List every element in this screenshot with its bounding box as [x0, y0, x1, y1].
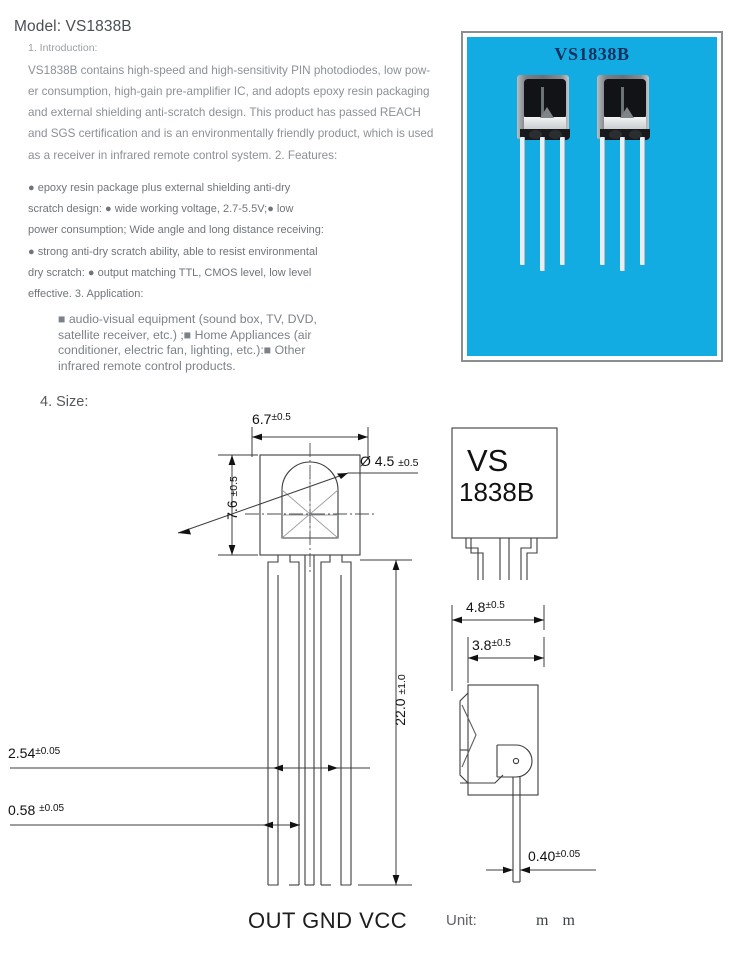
rear-marking-line2: 1838B — [459, 477, 535, 507]
feature-line: effective. 3. Application: — [28, 288, 144, 301]
introduction-label: 1. Introduction: — [28, 42, 98, 54]
product-photo — [467, 37, 717, 356]
side-view — [460, 685, 538, 882]
pin-labels: OUT GND VCC — [248, 908, 408, 933]
device-lead — [520, 137, 525, 265]
dim-label-lead-thickness: $0.40^{\pm 0.05}$ — [528, 848, 581, 864]
ir-receiver-photo-left — [515, 75, 571, 149]
front-view-leads — [268, 555, 351, 885]
application-line: satellite receiver, etc.) ;■ Home Appliances (air — [58, 327, 312, 342]
device-lead — [560, 137, 565, 265]
dim-label-pitch: $2.54^{\pm 0.05}$ — [8, 745, 61, 761]
dim-lead-thickness-0p40 — [486, 867, 596, 874]
application-line: conditioner, electric fan, lighting, etc.):■ Other — [58, 343, 306, 358]
product-photo-frame — [461, 31, 723, 362]
mechanical-drawing — [0, 411, 750, 962]
rear-marking-line1: VS — [467, 443, 509, 478]
device-body — [597, 75, 649, 139]
unit-value: mm — [536, 912, 589, 929]
feature-line: power consumption; Wide angle and long distance receiving: — [28, 224, 324, 237]
dim-pitch-2p54 — [10, 765, 370, 772]
dim-label-lead-width: 0.58 $^{\pm 0.05}$ — [8, 802, 65, 818]
device-lead — [620, 137, 625, 271]
device-body — [517, 75, 569, 139]
device-lead — [600, 137, 605, 265]
unit-label: Unit: — [446, 912, 477, 929]
product-description-section — [0, 0, 750, 375]
intro-line: VS1838B contains high-speed and high-sensitivity PIN photodiodes, low pow- — [28, 63, 431, 77]
feature-line: ● strong anti-dry scratch ability, able to resist environmental — [28, 245, 318, 258]
dim-leadwidth-0p58 — [10, 822, 300, 829]
intro-line: and external shielding anti-scratch design. This product has passed REACH — [28, 106, 421, 120]
dim-label-inner-depth: $3.8^{\pm 0.5}$ — [472, 637, 511, 653]
size-section-title: 4. Size: — [40, 394, 89, 410]
application-list — [58, 312, 358, 374]
dim-label-height: 7.6 ±0.5 — [224, 476, 240, 520]
intro-line: er consumption, high-gain pre-amplifier IC, and adopts epoxy resin packaging — [28, 84, 430, 98]
drawing-canvas — [0, 415, 750, 962]
description-text-column — [14, 42, 458, 374]
device-lead — [640, 137, 645, 265]
application-line: ■ audio-visual equipment (sound box, TV, DVD, — [58, 312, 317, 327]
dim-label-depth: $4.8^{\pm 0.5}$ — [466, 599, 505, 615]
intro-line: as a receiver in infrared remote control system. 2. Features: — [28, 148, 338, 162]
dim-label-width: $6.7^{\pm 0.5}$ — [252, 411, 291, 427]
ir-receiver-photo-right — [595, 75, 651, 149]
intro-line: and SGS certification and is an environmentally friendly product, which is used — [28, 127, 434, 141]
feature-line: scratch design: ● wide working voltage, 2.7-5.5V;● low — [28, 203, 294, 216]
feature-line: dry scratch: ● output matching TTL, CMOS level, low level — [28, 266, 312, 279]
page-title: Model: VS1838B — [14, 18, 132, 35]
application-line: infrared remote control products. — [58, 358, 236, 373]
dim-label-lens: Ø 4.5 ±0.5 — [360, 453, 419, 469]
device-lead — [540, 137, 545, 271]
photo-caption: VS1838B — [554, 44, 630, 64]
introduction-paragraph — [14, 61, 458, 166]
dim-label-lead-length: 22.0 ±1.0 — [392, 674, 408, 726]
feature-line: ● epoxy resin package plus external shielding anti-dry — [28, 182, 291, 195]
features-list — [14, 178, 458, 304]
